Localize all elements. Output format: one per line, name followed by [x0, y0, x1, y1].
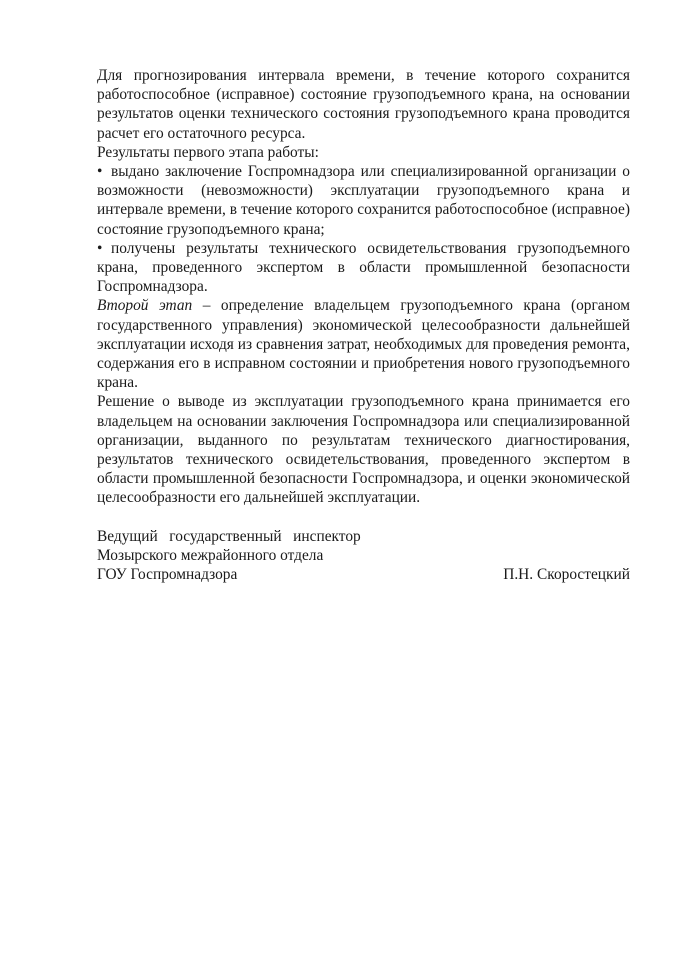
signature-organization: ГОУ Госпромнадзора [97, 566, 238, 584]
signature-title-line-1: Ведущий государственный инспектор [97, 527, 361, 545]
bullet-item [97, 239, 630, 297]
signatory-name: П.Н. Скоростецкий [503, 566, 630, 584]
second-stage-text: – определение владельцем грузоподъемного крана (органом государственного управления) экономической целесообразности дальнейшей эксплуатации исходя из сравнения затрат, необходимых для проведения ремонта, содержания его в исправном состоянии и приобретения нового грузоподъемного крана. [97, 297, 630, 392]
paragraph-second-stage [97, 296, 630, 392]
bullet-icon: • [97, 239, 103, 257]
paragraph-decommission-decision: Решение о выводе из эксплуатации грузоподъемного крана принимается его владельцем на основании заключения Госпромнадзора или специализированной организации, выданного по результатам технического диагностирования, результатов технического освидетельствования, проведенного экспертом в области промышленной безопасности Госпромнадзора, и оценки экономической целесообразности его дальнейшей эксплуатации. [97, 393, 630, 507]
document-page [97, 66, 630, 584]
second-stage-label: Второй этап [97, 297, 193, 315]
paragraph-first-stage-results: Результаты первого этапа работы: [97, 143, 319, 161]
signature-title-line-2: Мозырского межрайонного отдела [97, 546, 324, 564]
bullet-text: получены результаты технического освидетельствования грузоподъемного крана, проведенного экспертом в области промышленной безопасности Госпромнадзора. [97, 239, 630, 296]
signature-title-line-3 [97, 565, 630, 584]
bullet-text: выдано заключение Госпромнадзора или специализированной организации о возможности (невозможности) эксплуатации грузоподъемного крана и интервале времени, в течение которого сохранится работоспособное (исправное) состояние грузоподъемного крана; [97, 163, 630, 238]
signature-block [97, 527, 630, 585]
bullet-item [97, 162, 630, 239]
bullet-icon: • [97, 163, 103, 181]
paragraph-residual-resource: Для прогнозирования интервала времени, в течение которого сохранится работоспособное (исправное) состояние грузоподъемного крана, на основании результатов оценки технического состояния грузоподъемного крана проводится расчет его остаточного ресурса. [97, 67, 630, 142]
